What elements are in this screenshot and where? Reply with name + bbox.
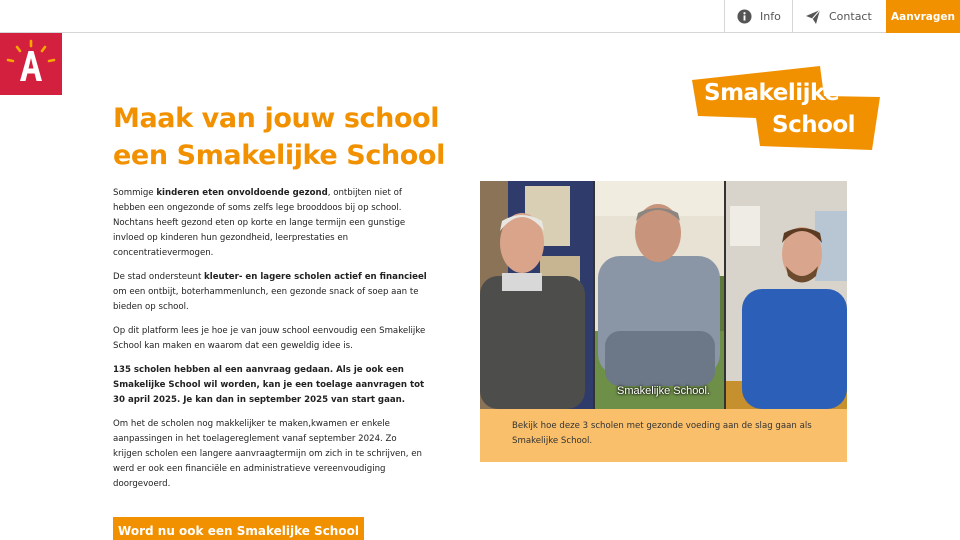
video-caption: Bekijk hoe deze 3 scholen met gezonde voeding aan de slag gaan als Smakelijke School. — [480, 409, 847, 462]
video-player[interactable] — [480, 181, 847, 409]
text-run: Sommige — [113, 188, 157, 198]
changes-paragraph — [113, 417, 428, 492]
intro-paragraph — [113, 186, 428, 261]
video-thumbnail — [480, 181, 847, 409]
text-run-bold: kleuter- en lagere scholen actief en financieel — [204, 272, 427, 282]
top-bar — [0, 0, 960, 33]
text-run-bold: 135 scholen hebben al een aanvraag gedaan. Als je ook een Smakelijke School wil worden, kan je een toelage aanvragen tot 30 april 2025. Je kan dan in september 2025 van start gaan. — [113, 365, 425, 405]
support-paragraph — [113, 270, 428, 315]
text-run: De stad ondersteunt — [113, 272, 205, 282]
deadline-paragraph — [113, 363, 428, 408]
info-icon — [737, 9, 752, 25]
nav-aanvragen-button[interactable] — [886, 0, 960, 33]
paper-plane-icon — [805, 9, 821, 25]
text-run: , ontbijten niet of hebben een ongezonde of soms zelfs lege brooddoos bij op school. Nochtans heeft gezond eten op korte en lange termijn een gunstige invloed op kinderen hun gezondheid, leerprestaties en concentratievermogen. — [113, 188, 406, 258]
nav-contact-label: Contact — [829, 10, 872, 23]
platform-paragraph — [113, 324, 428, 354]
brand-line2: School — [772, 112, 856, 138]
nav-contact-button[interactable] — [792, 0, 886, 33]
page-title-line1: Maak van jouw school — [113, 103, 440, 134]
page-title-line2: een Smakelijke School — [113, 140, 445, 171]
city-logo-icon — [0, 33, 62, 95]
nav-aanvragen-label: Aanvragen — [891, 10, 955, 23]
brand-line1: Smakelijke — [704, 80, 840, 106]
cta-button[interactable] — [113, 517, 364, 540]
nav-info-button[interactable] — [724, 0, 792, 33]
video-subtitle: Smakelijke School. — [617, 385, 710, 397]
nav-info-label: Info — [760, 10, 781, 23]
smakelijke-school-logo — [690, 64, 882, 150]
cta-label: Word nu ook een Smakelijke School — [118, 524, 359, 538]
city-logo[interactable] — [0, 33, 62, 95]
text-run-bold: kinderen eten onvoldoende gezond — [156, 188, 328, 198]
text-run: Om het de scholen nog makkelijker te maken,kwamen er enkele aanpassingen in het toelagereglement vanaf september 2024. Zo krijgen scholen een langere aanvraagtermijn om zich in te schrijven, en werd er ook een financiële en administratieve vereenvoudiging doorgevoerd. — [113, 419, 422, 489]
intro-text — [113, 186, 428, 501]
text-run: Op dit platform lees je hoe je van jouw school eenvoudig een Smakelijke School kan maken en waarom dat een geweldig idee is. — [113, 326, 426, 351]
page-title — [113, 100, 473, 174]
top-nav — [724, 0, 960, 33]
text-run: om een ontbijt, boterhammenlunch, een gezonde snack of soep aan te bieden op school. — [113, 287, 419, 312]
